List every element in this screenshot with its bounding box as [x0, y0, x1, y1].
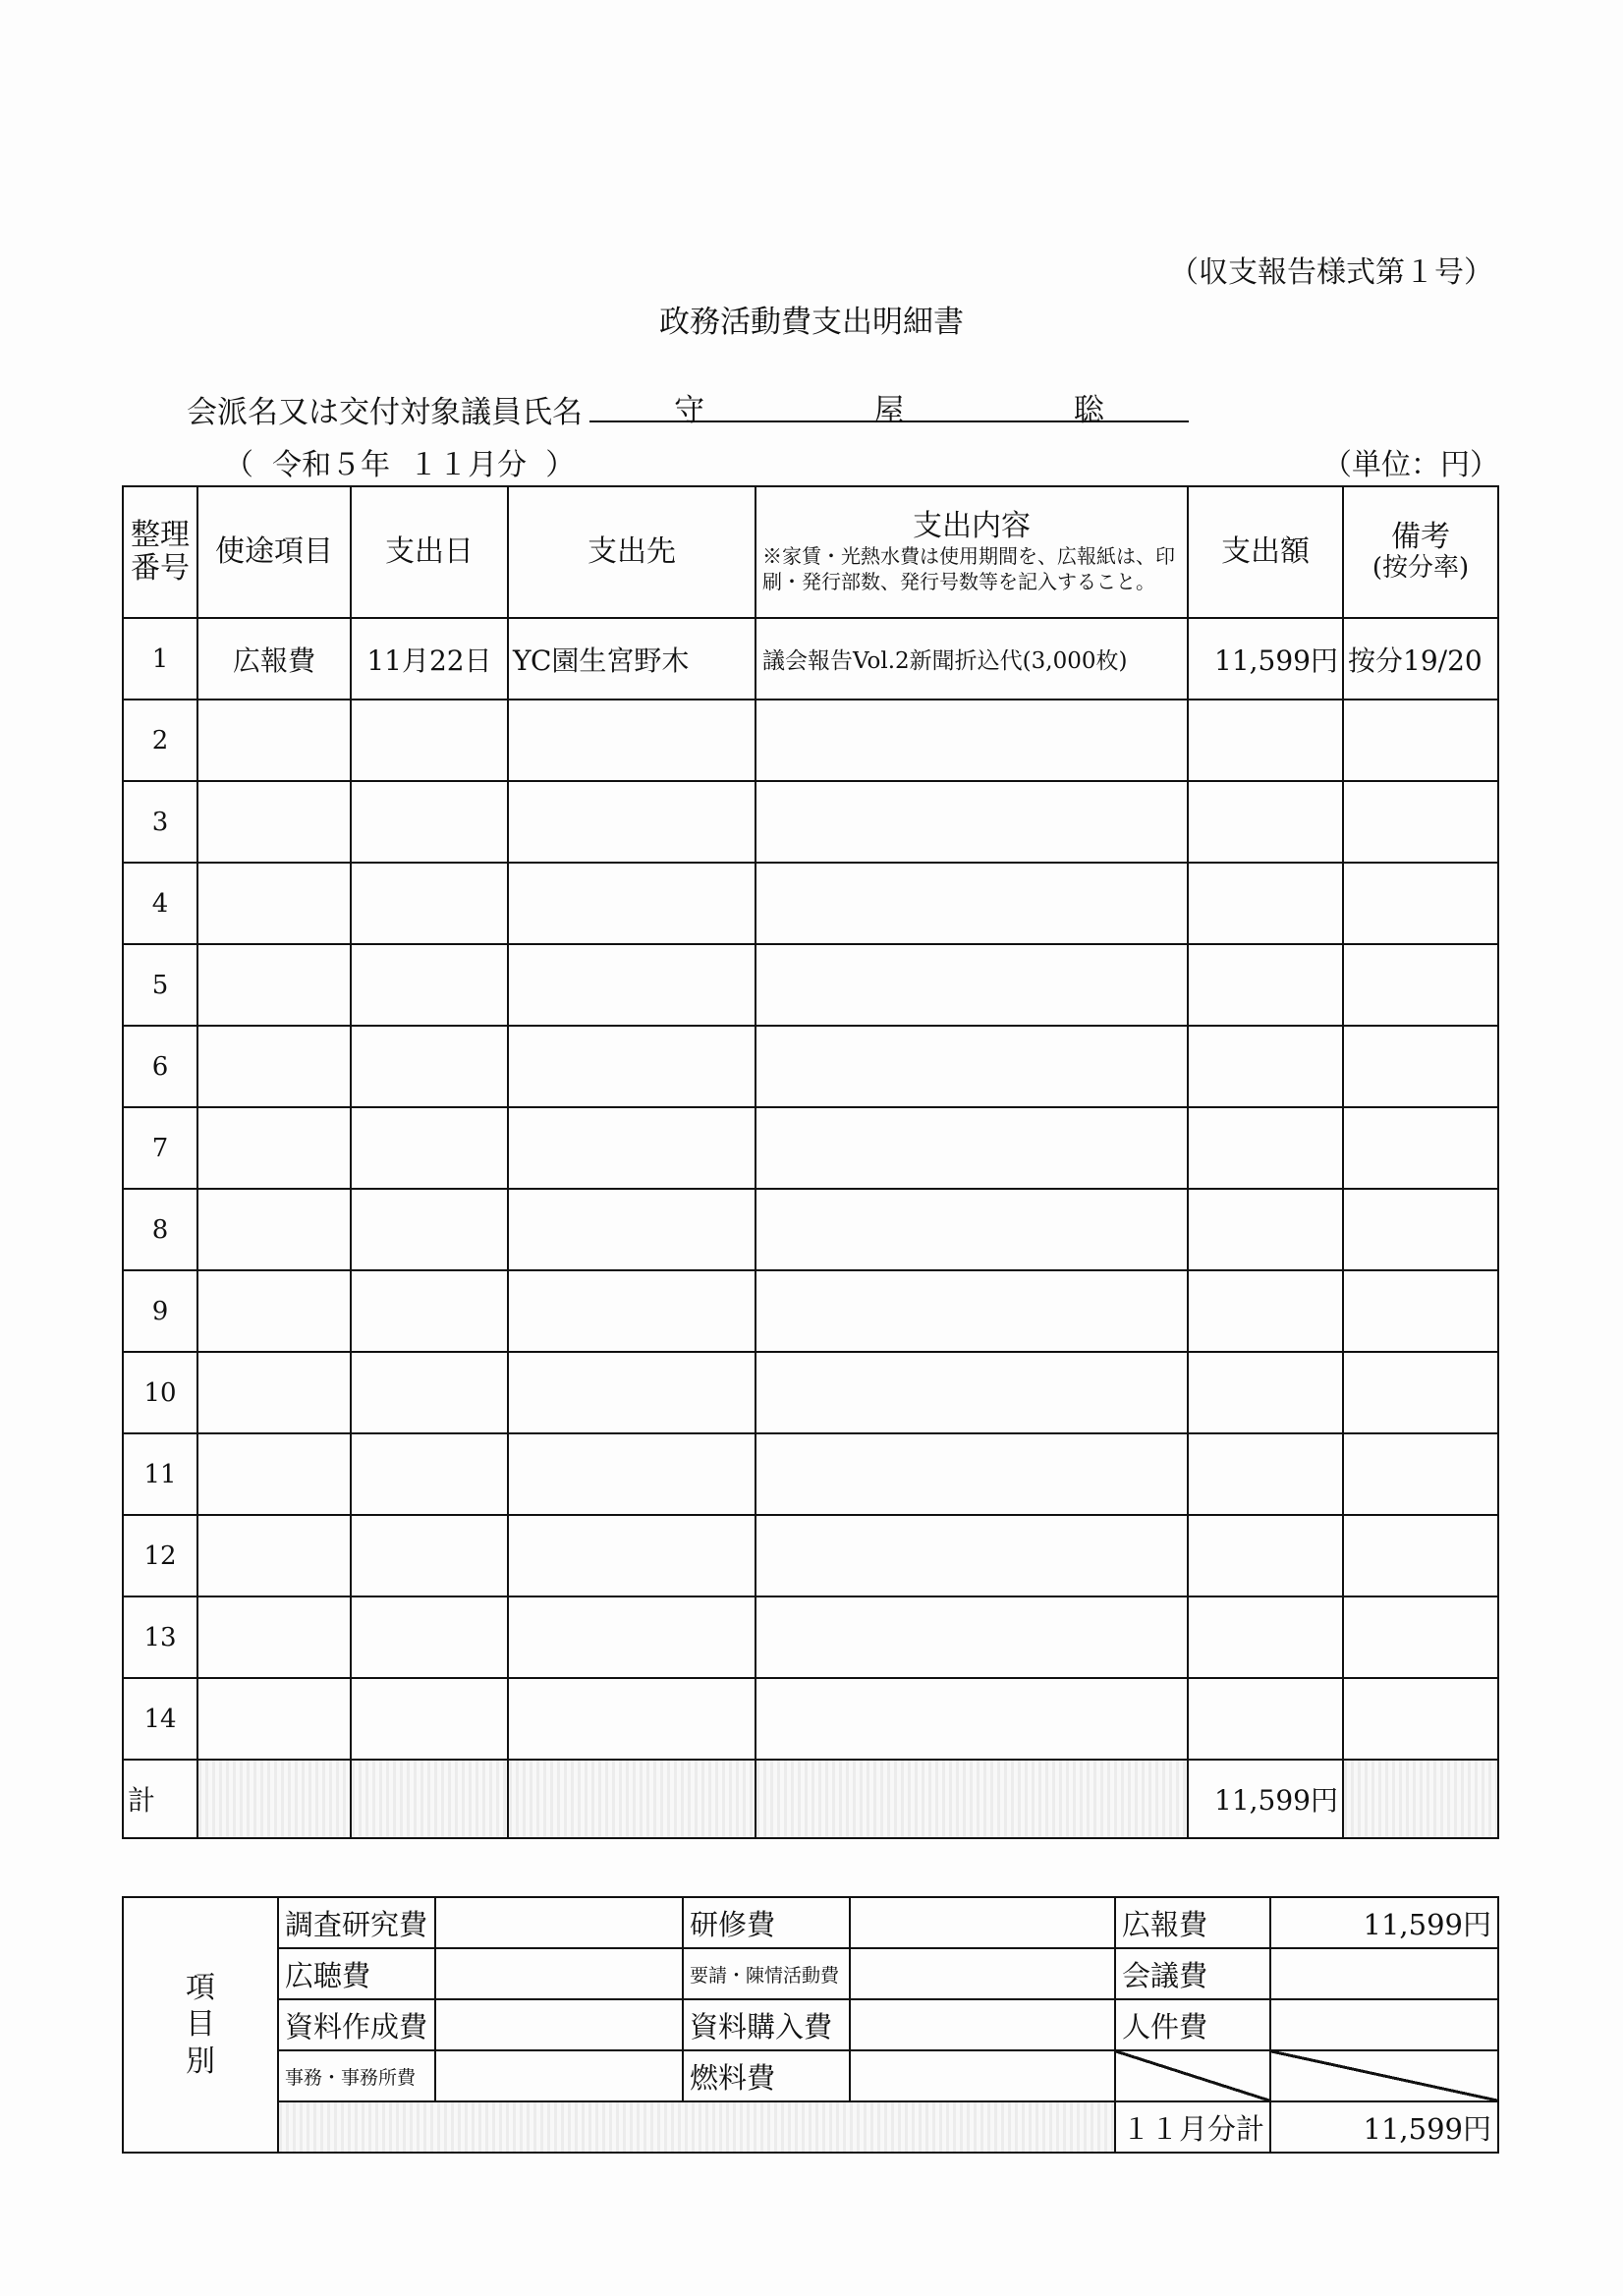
table-row — [123, 1433, 1498, 1515]
table-row — [123, 1107, 1498, 1189]
month-total-label: １１月分計 — [1115, 2101, 1270, 2153]
category-amount — [850, 1948, 1115, 1999]
header-amount: 支出額 — [1188, 486, 1343, 618]
document-title: 政務活動費支出明細書 — [659, 305, 964, 340]
row-item — [197, 1596, 351, 1678]
header-content-note: ※家賃・光熱水費は使用期間を、広報紙は、印刷・発行部数、発行号数等を記入すること。 — [762, 544, 1175, 594]
category-amount — [850, 1999, 1115, 2050]
shaded-cell — [756, 1760, 1188, 1838]
row-amount: 11,599円 — [1188, 618, 1343, 700]
row-item — [197, 781, 351, 863]
row-item — [197, 1433, 351, 1515]
row-payee — [508, 700, 756, 781]
table-row — [123, 781, 1498, 863]
row-content — [756, 1678, 1188, 1760]
row-number: 13 — [123, 1596, 197, 1678]
header-remarks — [1343, 486, 1498, 618]
header-payee: 支出先 — [508, 486, 756, 618]
row-item — [197, 1026, 351, 1107]
category-label: 資料購入費 — [683, 1999, 850, 2050]
row-item — [197, 1678, 351, 1760]
category-amount — [850, 1897, 1115, 1948]
row-amount — [1188, 863, 1343, 944]
table-row — [123, 1270, 1498, 1352]
row-amount — [1188, 700, 1343, 781]
category-label: 広報費 — [1115, 1897, 1270, 1948]
row-date — [351, 1107, 508, 1189]
row-remarks — [1343, 1433, 1498, 1515]
row-content — [756, 781, 1188, 863]
category-label: 会議費 — [1115, 1948, 1270, 1999]
row-remarks — [1343, 1189, 1498, 1270]
category-label: 事務・事務所費 — [278, 2050, 435, 2101]
row-amount — [1188, 1026, 1343, 1107]
category-label: 燃料費 — [683, 2050, 850, 2101]
row-content — [756, 1515, 1188, 1596]
row-date — [351, 1596, 508, 1678]
row-item — [197, 863, 351, 944]
row-date — [351, 1026, 508, 1107]
row-payee — [508, 1026, 756, 1107]
row-date — [351, 944, 508, 1026]
row-remarks — [1343, 1026, 1498, 1107]
row-content — [756, 1352, 1188, 1433]
row-number: 14 — [123, 1678, 197, 1760]
row-remarks — [1343, 1678, 1498, 1760]
summary-side-label — [123, 1897, 278, 2153]
row-content: 議会報告Vol.2新聞折込代(3,000枚) — [756, 618, 1188, 700]
row-amount — [1188, 1270, 1343, 1352]
row-remarks — [1343, 1107, 1498, 1189]
row-number: 7 — [123, 1107, 197, 1189]
table-row — [123, 700, 1498, 781]
row-payee — [508, 863, 756, 944]
summary-row — [123, 1897, 1498, 1948]
row-item — [197, 1107, 351, 1189]
row-remarks — [1343, 1352, 1498, 1433]
row-amount — [1188, 1678, 1343, 1760]
member-name-char: 守 — [674, 393, 705, 428]
row-payee: YC園生宮野木 — [508, 618, 756, 700]
row-content — [756, 1270, 1188, 1352]
row-number: 3 — [123, 781, 197, 863]
row-date — [351, 1189, 508, 1270]
table-row — [123, 863, 1498, 944]
row-payee — [508, 944, 756, 1026]
row-payee — [508, 1596, 756, 1678]
summary-row — [123, 1999, 1498, 2050]
row-item — [197, 944, 351, 1026]
diagonal-slash-cell — [1115, 2050, 1270, 2101]
header-remarks-sub: (按分率) — [1371, 553, 1470, 584]
shaded-cell — [351, 1760, 508, 1838]
category-amount — [435, 1897, 683, 1948]
category-amount — [850, 2050, 1115, 2101]
row-content — [756, 863, 1188, 944]
summary-row — [123, 2050, 1498, 2101]
summary-total-row — [123, 2101, 1498, 2153]
total-amount: 11,599円 — [1188, 1760, 1343, 1838]
total-row — [123, 1760, 1498, 1838]
row-date — [351, 1678, 508, 1760]
row-amount — [1188, 1352, 1343, 1433]
table-header-row — [123, 486, 1498, 618]
row-number: 8 — [123, 1189, 197, 1270]
row-item — [197, 700, 351, 781]
row-amount — [1188, 1189, 1343, 1270]
row-date — [351, 863, 508, 944]
month-total-amount: 11,599円 — [1270, 2101, 1498, 2153]
row-date — [351, 1433, 508, 1515]
summary-row — [123, 1948, 1498, 1999]
member-label: 会派名又は交付対象議員氏名 — [187, 395, 583, 430]
category-amount — [435, 1999, 683, 2050]
row-item: 広報費 — [197, 618, 351, 700]
header-no: 整理番号 — [123, 486, 197, 618]
table-row — [123, 1596, 1498, 1678]
unit-label: （単位：円） — [1322, 448, 1499, 482]
category-amount — [1270, 1948, 1498, 1999]
shaded-cell — [197, 1760, 351, 1838]
header-content — [756, 486, 1188, 618]
category-amount — [435, 2050, 683, 2101]
table-row — [123, 618, 1498, 700]
row-date: 11月22日 — [351, 618, 508, 700]
row-number: 11 — [123, 1433, 197, 1515]
category-amount — [1270, 1999, 1498, 2050]
table-row — [123, 1026, 1498, 1107]
row-content — [756, 700, 1188, 781]
row-payee — [508, 781, 756, 863]
row-amount — [1188, 944, 1343, 1026]
category-label: 調査研究費 — [278, 1897, 435, 1948]
row-date — [351, 781, 508, 863]
row-remarks — [1343, 1515, 1498, 1596]
row-content — [756, 1189, 1188, 1270]
row-payee — [508, 1107, 756, 1189]
row-content — [756, 1433, 1188, 1515]
period: （ 令和５年 １１月分 ） — [224, 448, 576, 482]
table-row — [123, 1189, 1498, 1270]
form-code: （収支報告様式第１号） — [1169, 255, 1493, 290]
row-number: 5 — [123, 944, 197, 1026]
header-item: 使途項目 — [197, 486, 351, 618]
member-name-char: 聡 — [1073, 393, 1104, 428]
row-number: 10 — [123, 1352, 197, 1433]
row-amount — [1188, 1107, 1343, 1189]
row-number: 12 — [123, 1515, 197, 1596]
row-content — [756, 1596, 1188, 1678]
row-remarks — [1343, 944, 1498, 1026]
category-amount — [435, 1948, 683, 1999]
row-remarks — [1343, 1596, 1498, 1678]
row-number: 1 — [123, 618, 197, 700]
member-name-char: 屋 — [873, 393, 905, 428]
category-summary-table — [122, 1896, 1499, 2154]
row-payee — [508, 1189, 756, 1270]
category-label: 研修費 — [683, 1897, 850, 1948]
table-row — [123, 1352, 1498, 1433]
row-content — [756, 944, 1188, 1026]
row-amount — [1188, 1433, 1343, 1515]
row-amount — [1188, 781, 1343, 863]
diagonal-slash-cell — [1270, 2050, 1498, 2101]
row-payee — [508, 1352, 756, 1433]
side-char: 別 — [186, 2044, 215, 2079]
row-payee — [508, 1433, 756, 1515]
row-date — [351, 1352, 508, 1433]
shaded-cell — [1343, 1760, 1498, 1838]
row-amount — [1188, 1515, 1343, 1596]
table-row — [123, 1515, 1498, 1596]
row-remarks — [1343, 781, 1498, 863]
row-content — [756, 1107, 1188, 1189]
row-date — [351, 1270, 508, 1352]
side-char: 目 — [186, 2007, 215, 2043]
shaded-cell — [278, 2101, 1115, 2153]
row-date — [351, 1515, 508, 1596]
row-remarks: 按分19/20 — [1343, 618, 1498, 700]
row-payee — [508, 1515, 756, 1596]
row-item — [197, 1189, 351, 1270]
row-item — [197, 1352, 351, 1433]
row-number: 2 — [123, 700, 197, 781]
row-number: 4 — [123, 863, 197, 944]
header-date: 支出日 — [351, 486, 508, 618]
member-name — [589, 385, 1189, 429]
category-label: 資料作成費 — [278, 1999, 435, 2050]
side-char: 項 — [186, 1970, 215, 2005]
row-item — [197, 1270, 351, 1352]
shaded-cell — [508, 1760, 756, 1838]
category-label: 人件費 — [1115, 1999, 1270, 2050]
row-remarks — [1343, 1270, 1498, 1352]
total-label: 計 — [123, 1760, 197, 1838]
table-row — [123, 1678, 1498, 1760]
category-label: 広聴費 — [278, 1948, 435, 1999]
table-row — [123, 944, 1498, 1026]
header-content-title: 支出内容 — [913, 508, 1031, 543]
row-date — [351, 700, 508, 781]
row-number: 9 — [123, 1270, 197, 1352]
row-amount — [1188, 1596, 1343, 1678]
row-payee — [508, 1270, 756, 1352]
row-number: 6 — [123, 1026, 197, 1107]
row-payee — [508, 1678, 756, 1760]
row-item — [197, 1515, 351, 1596]
expense-table — [122, 485, 1499, 1839]
row-remarks — [1343, 863, 1498, 944]
category-label: 要請・陳情活動費 — [683, 1948, 850, 1999]
row-remarks — [1343, 700, 1498, 781]
row-content — [756, 1026, 1188, 1107]
header-remarks-title: 備考 — [1391, 519, 1450, 554]
category-amount: 11,599円 — [1270, 1897, 1498, 1948]
